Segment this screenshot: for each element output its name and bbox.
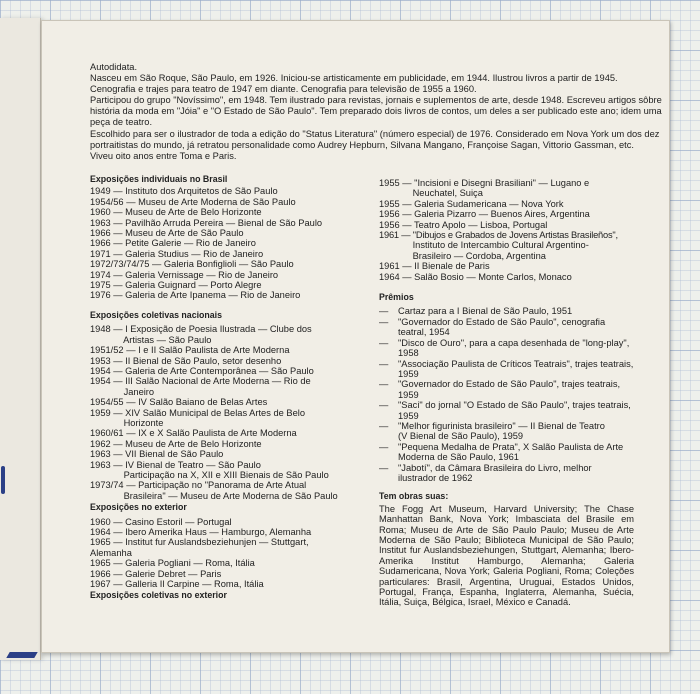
list-item: Alemanha xyxy=(90,547,132,558)
list-item: 1961 — II Bienale de Paris xyxy=(379,261,490,272)
list-item xyxy=(379,338,634,359)
coletivas-nacionais-list xyxy=(90,324,365,501)
dash-mark: — xyxy=(379,379,389,390)
adjacent-page-edge xyxy=(0,18,41,660)
list-item: 1964 — Ibero Amerika Haus — Hamburgo, Alemanha xyxy=(90,527,312,537)
individuais-list xyxy=(90,186,365,300)
dash-mark: — xyxy=(379,337,389,348)
list-item: 1955 — "Incisioni e Disegni Brasiliani" — Lugano e xyxy=(379,178,590,188)
list-item: 1963 — VII Bienal de São Paulo xyxy=(90,449,224,460)
award-line: 1958 xyxy=(398,348,419,359)
list-item: 1953 — II Bienal de São Paulo, setor desenho xyxy=(90,355,282,366)
award-line: Moderna de São Paulo, 1961 xyxy=(398,452,519,463)
list-item: 1956 — Teatro Apolo — Lisboa, Portugal xyxy=(379,219,548,230)
list-item xyxy=(379,442,634,463)
award-line: "Governador do Estado de São Paulo", trajes teatrais, xyxy=(398,379,621,390)
list-item xyxy=(379,379,634,400)
dash-mark: — xyxy=(379,358,389,369)
list-item: 1955 — Galeria Sudamericana — Nova York xyxy=(379,198,564,209)
dash-mark: — xyxy=(379,441,389,452)
award-line: "Melhor figurinista brasileiro" — II Bienal de Teatro xyxy=(398,420,605,431)
dash-mark: — xyxy=(379,400,389,411)
list-item: 1971 — Galeria Studius — Rio de Janeiro xyxy=(90,248,264,259)
list-item: Janeiro xyxy=(90,386,155,397)
left-column xyxy=(90,174,365,601)
list-item: Neuchatel, Suiça xyxy=(379,188,483,199)
list-item: 1966 — Petite Galerie — Rio de Janeiro xyxy=(90,238,256,249)
intro-line: Autodidata. xyxy=(90,62,138,72)
biography-intro xyxy=(90,62,670,162)
dash-mark: — xyxy=(379,316,389,327)
list-item: 1949 — Instituto dos Arquitetos de São Paulo xyxy=(90,186,278,197)
award-line: teatral, 1954 xyxy=(398,327,450,338)
intro-line: Viveu oito anos entre Toma e Paris. xyxy=(90,150,237,161)
list-item xyxy=(379,421,634,442)
list-item: 1954/56 — Museu de Arte Moderna de São Paulo xyxy=(90,196,296,207)
award-line: Cartaz para a I Bienal de São Paulo, 1951 xyxy=(398,306,573,317)
section-heading-obras: Tem obras suas: xyxy=(379,491,449,502)
exterior-list xyxy=(90,517,365,590)
list-item: 1960 — Museu de Arte de Belo Horizonte xyxy=(90,207,262,218)
list-item: Participação na X, XII e XIII Bienais de São Paulo xyxy=(90,469,329,480)
list-item: 1973/74 — Participação no "Panorama de Arte Atual xyxy=(90,480,307,491)
award-line: "Associação Paulista de Críticos Teatrais", trajes teatrais, xyxy=(398,358,634,369)
list-item: 1966 — Galerie Debret — Paris xyxy=(90,568,222,579)
list-item xyxy=(379,463,634,484)
list-item: Instituto de Intercambio Cultural Argentino- xyxy=(379,240,589,251)
dash-mark: — xyxy=(379,420,389,431)
section-heading-coletivas-exterior: Exposições coletivas no exterior xyxy=(90,590,227,601)
list-item: 1976 — Galeria de Arte Ipanema — Rio de Janeiro xyxy=(90,290,301,301)
list-item: 1960/61 — IX e X Salão Paulista de Arte Moderna xyxy=(90,428,297,439)
intro-line: Participou do grupo "Novíssimo", em 1948. Tem ilustrado para revistas, jornais e suplementos de arte, desde 1948. Escreveu artigos sôbre história da moda em "Jóia" e "O Estado de São Paulo". Tem preparado dois livros de contos, um deles a ser publicado este ano; idem uma peça de teatro. xyxy=(90,95,662,128)
list-item xyxy=(379,400,634,421)
list-item: 1954/55 — IV Salão Baiano de Belas Artes xyxy=(90,397,268,408)
list-item: 1951/52 — I e II Salão Paulista de Arte Moderna xyxy=(90,345,290,356)
list-item: 1965 — Institut fur Auslandsbeziehunjen — Stuttgart, xyxy=(90,537,309,548)
award-line: 1959 xyxy=(398,410,419,421)
section-heading-individuais: Exposições individuais no Brasil xyxy=(90,174,228,184)
list-item: Horizonte xyxy=(90,417,164,428)
premios-list xyxy=(379,306,634,483)
section-heading-exterior: Exposições no exterior xyxy=(90,502,187,513)
list-item: Brasileiro — Cordoba, Argentina xyxy=(379,250,546,261)
list-item: 1966 — Museu de Arte de São Paulo xyxy=(90,228,244,239)
list-item: 1956 — Galeria Pizarro — Buenos Aires, Argentina xyxy=(379,209,590,220)
list-item: 1967 — Galleria Il Carpine — Roma, Itália xyxy=(90,579,264,590)
coletivas-exterior-list xyxy=(379,178,634,282)
intro-line: Nasceu em São Roque, São Paulo, em 1926. Iniciou-se artisticamente em publicidade, em 1944. Ilustrou livros a partir de 1945. xyxy=(90,73,618,84)
list-item: 1959 — XIV Salão Municipal de Belas Artes de Belo xyxy=(90,407,305,418)
intro-line: Escolhido para ser o ilustrador de toda a edição do "Status Literatura" (número especial) de 1976. Considerado em Nova York um dos dez portraitistas do mundo, já retratou personalidade como Audrey Hepburn, Silvana Mangano, Françoise Sagan, Vittorio Gassman, etc. xyxy=(90,128,660,150)
list-item xyxy=(379,359,634,380)
list-item: 1963 — Pavilhão Arruda Pereira — Bienal de São Paulo xyxy=(90,217,323,228)
award-line: "Disco de Ouro", para a capa desenhada de "long-play", xyxy=(398,337,630,348)
award-line: 1959 xyxy=(398,389,419,400)
section-heading-coletivas-nacionais: Exposições coletivas nacionais xyxy=(90,309,223,320)
right-column xyxy=(379,178,634,608)
list-item: 1965 — Galeria Pogliani — Roma, Itália xyxy=(90,558,255,569)
award-line: "Saci" do jornal "O Estado de São Paulo", trajes teatrais, xyxy=(398,400,631,411)
blue-mark xyxy=(1,466,5,494)
list-item: 1960 — Casino Estoril — Portugal xyxy=(90,516,232,527)
obras-text: The Fogg Art Museum, Harvard University; The Chase Manhattan Bank, Nova York; Imbasciata del Brasile em Roma; Museu de Arte de São Paulo Paulo; Museu de Arte Moderna de São Paulo; Biblioteca Municipal de São Paulo; Institut fur Auslandsbeziehungen, Stuttgart, Alemanha; Ibero-Amerika Institut Hamburgo, Alemanha; Galeria Sudamericana, Nova York; Galeria Pogliani, Roma; Coleções particulares: Brasil, Argentina, Uruguai, Estados Unidos, Portugal, França, Espanha, Inglaterra, Alemanha, Suécia, Itália, Suiça, Bélgica, Israel, México e Canadá. xyxy=(379,503,634,608)
list-item: 1975 — Galeria Guignard — Porto Alegre xyxy=(90,280,262,291)
list-item xyxy=(379,306,634,316)
list-item: Brasileira" — Museu de Arte Moderna de São Paulo xyxy=(90,490,338,501)
list-item: 1962 — Museu de Arte de Belo Horizonte xyxy=(90,438,262,449)
dash-mark: — xyxy=(379,306,389,317)
award-line: "Governador do Estado de São Paulo", cenografia xyxy=(398,316,606,327)
list-item: 1972/73/74/75 — Galeria Bonfiglioli — São Paulo xyxy=(90,259,294,270)
award-line: (V Bienal de São Paulo), 1959 xyxy=(398,431,524,442)
list-item xyxy=(379,317,634,338)
award-line: ilustrador de 1962 xyxy=(398,472,473,483)
award-line: "Jabotí", da Câmara Brasileira do Livro, melhor xyxy=(398,462,592,473)
list-item: 1964 — Salão Bosio — Monte Carlos, Monaco xyxy=(379,271,572,282)
list-item: 1974 — Galeria Vernissage — Rio de Janeiro xyxy=(90,269,279,280)
list-item: 1948 — I Exposição de Poesia Ilustrada — Clube dos xyxy=(90,324,312,335)
list-item: 1961 — "Dibujos e Grabados de Jovens Artistas Brasileños", xyxy=(379,230,618,241)
intro-line: Cenografia e trajes para teatro de 1947 em diante. Cenografia para televisão de 1955 a 1960. xyxy=(90,84,477,95)
dash-mark: — xyxy=(379,462,389,473)
list-item: Artistas — São Paulo xyxy=(90,334,212,345)
list-item: 1954 — Galeria de Arte Contemporânea — São Paulo xyxy=(90,365,314,376)
blue-cover-corner xyxy=(6,652,37,658)
section-heading-premios: Prêmios xyxy=(379,292,414,303)
document-page xyxy=(41,20,670,653)
list-item: 1963 — IV Bienal de Teatro — São Paulo xyxy=(90,459,261,470)
list-item: 1954 — III Salão Nacional de Arte Moderna — Rio de xyxy=(90,376,311,387)
award-line: "Pequena Medalha de Prata", X Salão Paulista de Arte xyxy=(398,441,624,452)
award-line: 1959 xyxy=(398,368,419,379)
